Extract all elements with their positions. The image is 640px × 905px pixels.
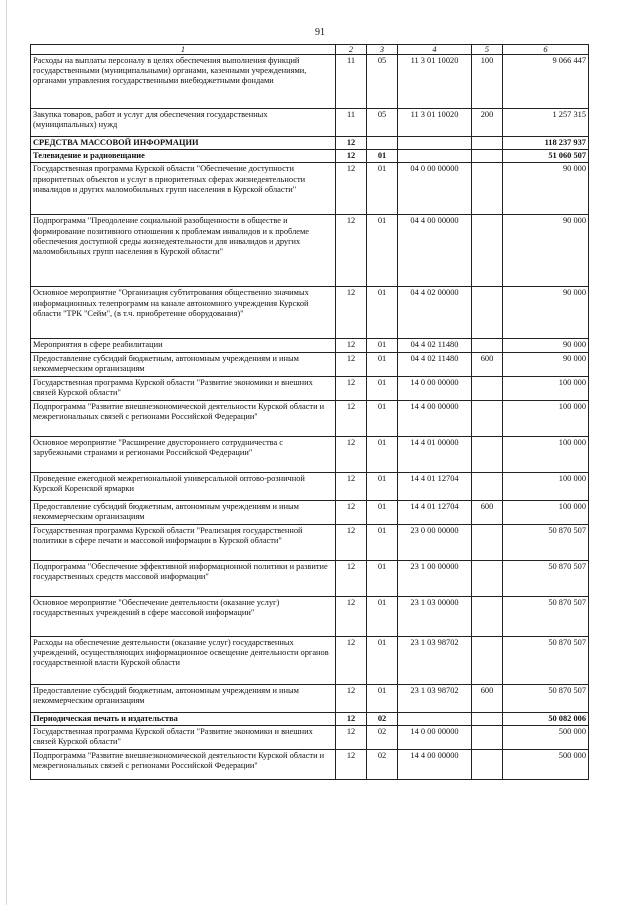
- cell-name: Основное мероприятие "Расширение двустороннего сотрудничества с зарубежными странами и регионами Российской Федерации": [31, 436, 336, 472]
- cell-section: 12: [336, 725, 367, 749]
- cell-section: 12: [336, 137, 367, 150]
- cell-target-article: 23 1 03 98702: [398, 636, 472, 684]
- cell-target-article: 23 1 00 00000: [398, 560, 472, 596]
- cell-name: Телевидение и радиовещание: [31, 150, 336, 163]
- cell-amount: 100 000: [503, 500, 589, 524]
- header-cell-section: 2: [336, 45, 367, 55]
- table-row: [31, 376, 589, 400]
- cell-target-article: 14 0 00 00000: [398, 725, 472, 749]
- cell-amount: 100 000: [503, 400, 589, 436]
- cell-amount: 90 000: [503, 215, 589, 287]
- cell-section: 12: [336, 376, 367, 400]
- cell-amount: 9 066 447: [503, 55, 589, 109]
- cell-subsection: 02: [367, 725, 398, 749]
- cell-section: 12: [336, 287, 367, 339]
- cell-target-article: [398, 137, 472, 150]
- cell-name: Основное мероприятие "Организация субтитрования общественно значимых информационных телепрограмм на канале автономного учреждения Курской области "ТРК "Сейм", (в т.ч. приобретение оборудования)": [31, 287, 336, 339]
- cell-section: 11: [336, 109, 367, 137]
- header-row: [31, 45, 589, 55]
- cell-expense-type: [472, 472, 503, 500]
- cell-subsection: 01: [367, 500, 398, 524]
- cell-expense-type: [472, 725, 503, 749]
- cell-expense-type: 100: [472, 55, 503, 109]
- cell-amount: 118 237 937: [503, 137, 589, 150]
- cell-name: Мероприятия в сфере реабилитации: [31, 339, 336, 352]
- cell-name: Предоставление субсидий бюджетным, автономным учреждениям и иным некоммерческим организациям: [31, 500, 336, 524]
- cell-expense-type: 600: [472, 500, 503, 524]
- cell-section: 11: [336, 55, 367, 109]
- cell-name: Предоставление субсидий бюджетным, автономным учреждениям и иным некоммерческим организациям: [31, 684, 336, 712]
- cell-name: Государственная программа Курской области "Развитие экономики и внешних связей Курской области": [31, 725, 336, 749]
- cell-expense-type: [472, 287, 503, 339]
- cell-target-article: 14 4 00 00000: [398, 400, 472, 436]
- cell-expense-type: [472, 436, 503, 472]
- table-row: [31, 137, 589, 150]
- cell-target-article: 23 1 03 00000: [398, 596, 472, 636]
- cell-amount: 50 870 507: [503, 636, 589, 684]
- cell-subsection: 01: [367, 352, 398, 376]
- cell-name: Подпрограмма "Развитие внешнеэкономической деятельности Курской области и межрегиональных связей с регионами Российской Федерации": [31, 749, 336, 779]
- cell-subsection: 01: [367, 636, 398, 684]
- table-row: [31, 352, 589, 376]
- cell-section: 12: [336, 712, 367, 725]
- table-row: [31, 150, 589, 163]
- cell-subsection: 01: [367, 436, 398, 472]
- budget-table: [30, 44, 589, 780]
- scan-edge-line: [6, 0, 7, 905]
- table-row: [31, 287, 589, 339]
- cell-section: 12: [336, 749, 367, 779]
- cell-section: 12: [336, 636, 367, 684]
- cell-subsection: 05: [367, 109, 398, 137]
- cell-name: Государственная программа Курской области "Реализация государственной политики в сфере печати и массовой информации в Курской области": [31, 524, 336, 560]
- cell-expense-type: [472, 596, 503, 636]
- table-row: [31, 560, 589, 596]
- cell-name: Закупка товаров, работ и услуг для обеспечения государственных (муниципальных) нужд: [31, 109, 336, 137]
- cell-expense-type: [472, 137, 503, 150]
- cell-amount: 1 257 315: [503, 109, 589, 137]
- cell-amount: 90 000: [503, 339, 589, 352]
- cell-expense-type: [472, 560, 503, 596]
- cell-amount: 100 000: [503, 376, 589, 400]
- cell-subsection: 02: [367, 712, 398, 725]
- cell-section: 12: [336, 339, 367, 352]
- cell-expense-type: [472, 749, 503, 779]
- cell-name: Государственная программа Курской области "Обеспечение доступности приоритетных объектов и услуг в приоритетных сферах жизнедеятельности инвалидов и других маломобильных групп населения в Курской области": [31, 163, 336, 215]
- table-row: [31, 725, 589, 749]
- cell-subsection: 01: [367, 684, 398, 712]
- cell-section: 12: [336, 436, 367, 472]
- cell-name: Периодическая печать и издательства: [31, 712, 336, 725]
- cell-name: Проведение ежегодной межрегиональной универсальной оптово-розничной Курской Коренской ярмарки: [31, 472, 336, 500]
- cell-target-article: 23 1 03 98702: [398, 684, 472, 712]
- cell-section: 12: [336, 215, 367, 287]
- table-row: [31, 339, 589, 352]
- table-row: [31, 596, 589, 636]
- cell-target-article: 14 4 01 00000: [398, 436, 472, 472]
- cell-target-article: 14 4 01 12704: [398, 472, 472, 500]
- cell-name: Предоставление субсидий бюджетным, автономным учреждениям и иным некоммерческим организациям: [31, 352, 336, 376]
- table-row: [31, 684, 589, 712]
- cell-target-article: 14 4 01 12704: [398, 500, 472, 524]
- cell-name: Основное мероприятие "Обеспечение деятельности (оказание услуг) государственных учреждений в сфере массовой информации": [31, 596, 336, 636]
- table-row: [31, 472, 589, 500]
- header-cell-expense-type: 5: [472, 45, 503, 55]
- cell-subsection: 01: [367, 376, 398, 400]
- table-row: [31, 215, 589, 287]
- cell-expense-type: [472, 524, 503, 560]
- cell-expense-type: [472, 712, 503, 725]
- table-row: [31, 524, 589, 560]
- cell-amount: 90 000: [503, 163, 589, 215]
- cell-expense-type: [472, 150, 503, 163]
- table-row: [31, 712, 589, 725]
- cell-expense-type: [472, 215, 503, 287]
- cell-amount: 50 870 507: [503, 524, 589, 560]
- cell-amount: 90 000: [503, 287, 589, 339]
- cell-subsection: 01: [367, 287, 398, 339]
- cell-name: Расходы на обеспечение деятельности (оказание услуг) государственных учреждений, осуществляющих информационное освещение деятельности органов государственной власти Курской области: [31, 636, 336, 684]
- cell-target-article: [398, 712, 472, 725]
- cell-subsection: 01: [367, 596, 398, 636]
- cell-subsection: 01: [367, 150, 398, 163]
- cell-target-article: 11 3 01 10020: [398, 55, 472, 109]
- cell-section: 12: [336, 472, 367, 500]
- page-number: 91: [315, 27, 325, 38]
- cell-target-article: 04 4 00 00000: [398, 215, 472, 287]
- header-cell-target-article: 4: [398, 45, 472, 55]
- table-row: [31, 500, 589, 524]
- cell-section: 12: [336, 400, 367, 436]
- cell-amount: 90 000: [503, 352, 589, 376]
- cell-expense-type: 200: [472, 109, 503, 137]
- header-cell-amount: 6: [503, 45, 589, 55]
- cell-name: Расходы на выплаты персоналу в целях обеспечения выполнения функций государственными (муниципальными) органами, казенными учреждениями, органами управления государственными внебюджетными фондами: [31, 55, 336, 109]
- cell-expense-type: [472, 636, 503, 684]
- header-cell-name: 1: [31, 45, 336, 55]
- cell-target-article: 14 0 00 00000: [398, 376, 472, 400]
- cell-expense-type: [472, 376, 503, 400]
- cell-target-article: 14 4 00 00000: [398, 749, 472, 779]
- cell-section: 12: [336, 596, 367, 636]
- table-row: [31, 636, 589, 684]
- cell-amount: 51 060 507: [503, 150, 589, 163]
- cell-subsection: 01: [367, 524, 398, 560]
- cell-subsection: 01: [367, 560, 398, 596]
- cell-expense-type: 600: [472, 684, 503, 712]
- cell-target-article: 04 4 02 11480: [398, 339, 472, 352]
- cell-subsection: 01: [367, 400, 398, 436]
- cell-subsection: 05: [367, 55, 398, 109]
- table-row: [31, 400, 589, 436]
- cell-amount: 100 000: [503, 436, 589, 472]
- cell-expense-type: [472, 400, 503, 436]
- cell-target-article: 23 0 00 00000: [398, 524, 472, 560]
- cell-amount: 50 082 006: [503, 712, 589, 725]
- cell-name: Государственная программа Курской области "Развитие экономики и внешних связей Курской области": [31, 376, 336, 400]
- cell-subsection: [367, 137, 398, 150]
- cell-subsection: 01: [367, 472, 398, 500]
- cell-section: 12: [336, 352, 367, 376]
- cell-expense-type: 600: [472, 352, 503, 376]
- cell-subsection: 01: [367, 215, 398, 287]
- cell-name: Подпрограмма "Преодоление социальной разобщенности в обществе и формирование позитивного отношения к проблемам инвалидов и к проблеме обеспечения доступной среды жизнедеятельности для инвалидов и других маломобильных групп населения в Курской области": [31, 215, 336, 287]
- cell-section: 12: [336, 150, 367, 163]
- table-row: [31, 55, 589, 109]
- cell-name: Подпрограмма "Обеспечение эффективной информационной политики и развитие государственных средств массовой информации": [31, 560, 336, 596]
- cell-expense-type: [472, 339, 503, 352]
- cell-target-article: 04 4 02 11480: [398, 352, 472, 376]
- cell-subsection: 01: [367, 163, 398, 215]
- cell-amount: 500 000: [503, 749, 589, 779]
- table-row: [31, 749, 589, 779]
- cell-target-article: 11 3 01 10020: [398, 109, 472, 137]
- table-row: [31, 436, 589, 472]
- cell-subsection: 01: [367, 339, 398, 352]
- cell-expense-type: [472, 163, 503, 215]
- cell-section: 12: [336, 500, 367, 524]
- cell-target-article: [398, 150, 472, 163]
- cell-section: 12: [336, 524, 367, 560]
- cell-target-article: 04 4 02 00000: [398, 287, 472, 339]
- cell-amount: 50 870 507: [503, 560, 589, 596]
- cell-target-article: 04 0 00 00000: [398, 163, 472, 215]
- table-row: [31, 109, 589, 137]
- cell-section: 12: [336, 560, 367, 596]
- cell-subsection: 02: [367, 749, 398, 779]
- cell-section: 12: [336, 163, 367, 215]
- cell-amount: 50 870 507: [503, 684, 589, 712]
- cell-amount: 50 870 507: [503, 596, 589, 636]
- cell-amount: 500 000: [503, 725, 589, 749]
- table-row: [31, 163, 589, 215]
- cell-section: 12: [336, 684, 367, 712]
- cell-name: Подпрограмма "Развитие внешнеэкономической деятельности Курской области и межрегиональных связей с регионами Российской Федерации": [31, 400, 336, 436]
- header-cell-subsection: 3: [367, 45, 398, 55]
- cell-amount: 100 000: [503, 472, 589, 500]
- cell-name: СРЕДСТВА МАССОВОЙ ИНФОРМАЦИИ: [31, 137, 336, 150]
